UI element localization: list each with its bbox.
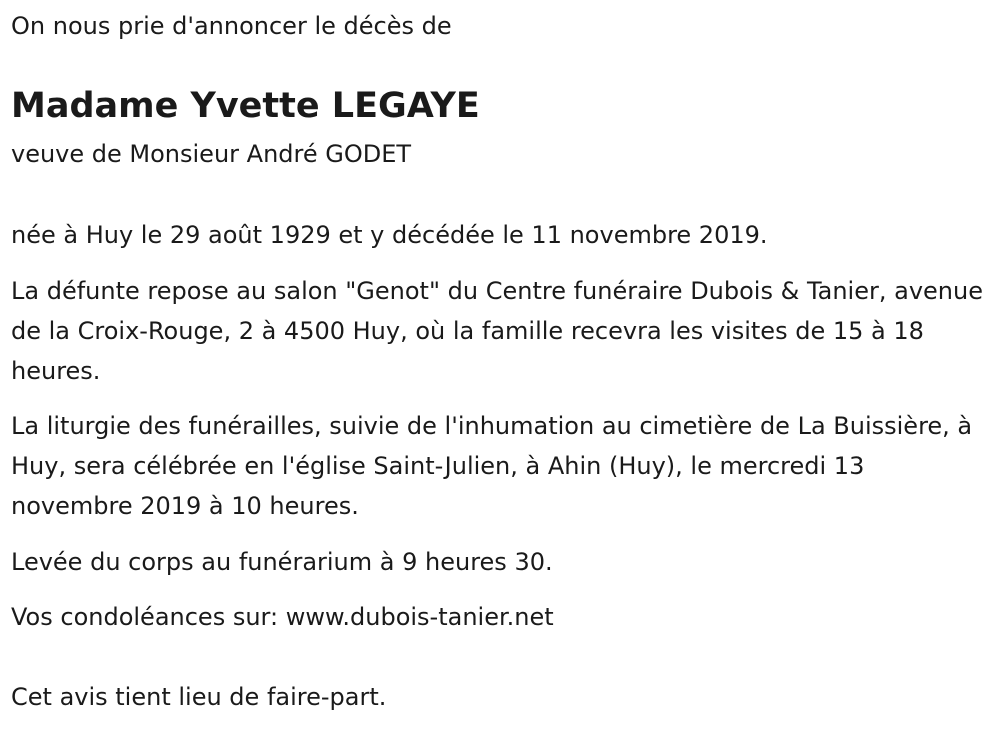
repose-paragraph: La défunte repose au salon "Genot" du Centre funéraire Dubois & Tanier, avenue de la Croix-Rouge, 2 à 4500 Huy, où la famille recevra les visites de 15 à 18 heures. [11, 277, 983, 385]
birth-death-paragraph: née à Huy le 29 août 1929 et y décédée le 11 novembre 2019. [11, 221, 768, 249]
levee-paragraph: Levée du corps au funérarium à 9 heures 30. [11, 548, 553, 576]
liturgy-paragraph: La liturgie des funérailles, suivie de l'inhumation au cimetière de La Buissière, à Huy, sera célébrée en l'église Saint-Julien, à Ahin (Huy), le mercredi 13 novembre 2019 à 10 heures. [11, 412, 973, 520]
condolences-paragraph: Vos condoléances sur: www.dubois-tanier.net [11, 603, 554, 631]
widow-of-line: veuve de Monsieur André GODET [11, 140, 412, 168]
closing-paragraph: Cet avis tient lieu de faire-part. [11, 683, 387, 711]
deceased-name: Madame Yvette LEGAYE [11, 86, 480, 126]
intro-line: On nous prie d'annoncer le décès de [11, 12, 452, 40]
